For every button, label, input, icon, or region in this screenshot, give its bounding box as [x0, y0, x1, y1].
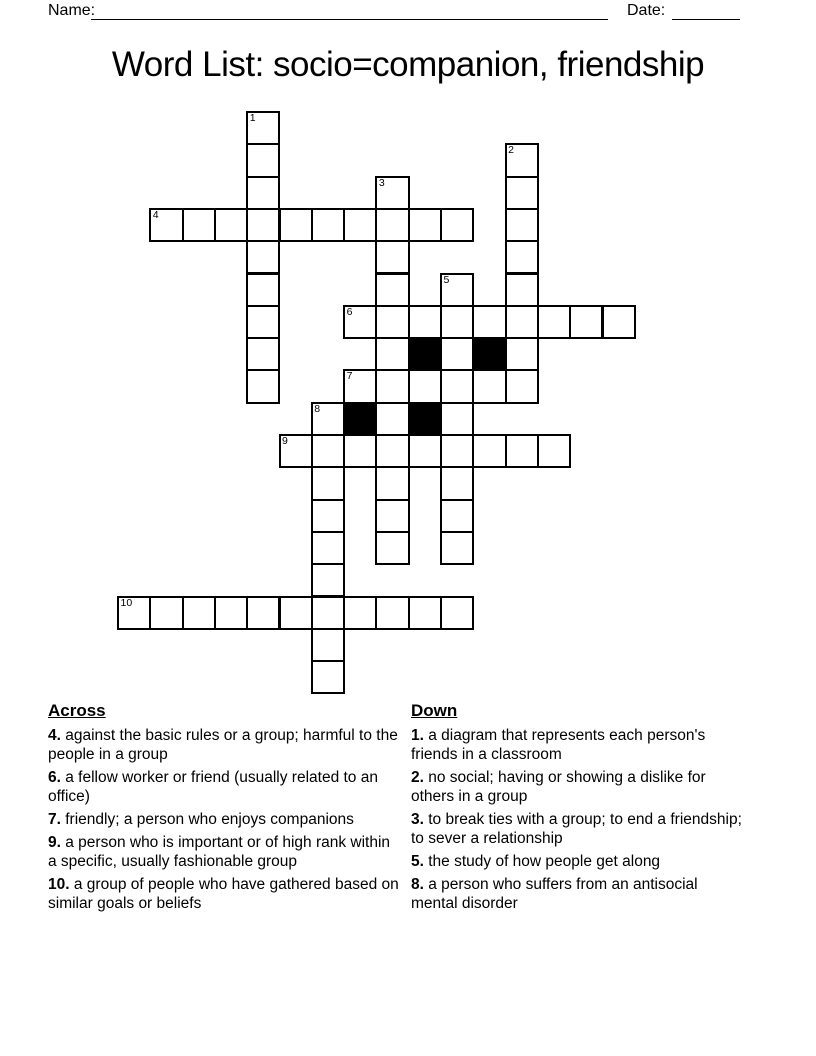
answer-cell[interactable]	[182, 208, 216, 242]
clue-number-label: 9.	[48, 834, 61, 851]
clue-number: 4	[152, 208, 159, 221]
blocked-cell	[472, 337, 506, 371]
down-heading: Down	[411, 701, 458, 720]
answer-cell[interactable]	[472, 305, 506, 339]
answer-cell[interactable]	[505, 273, 539, 307]
answer-cell[interactable]	[408, 208, 442, 242]
answer-cell[interactable]	[375, 499, 409, 533]
clue-down-8: 8. a person who suffers from an antisocial mental disorder	[411, 876, 698, 912]
answer-cell[interactable]	[214, 596, 248, 630]
answer-cell[interactable]	[375, 305, 409, 339]
answer-cell[interactable]	[440, 499, 474, 533]
clue-number-label: 2.	[411, 769, 424, 786]
clue-across-10: 10. a group of people who have gathered based on similar goals or beliefs	[48, 876, 399, 912]
clue-number: 10	[120, 596, 133, 609]
answer-cell[interactable]	[375, 402, 409, 436]
blocked-cell	[408, 402, 442, 436]
answer-cell[interactable]	[311, 499, 345, 533]
answer-cell[interactable]	[246, 369, 280, 403]
answer-cell[interactable]	[375, 369, 409, 403]
answer-cell[interactable]	[311, 563, 345, 597]
answer-cell[interactable]	[311, 596, 345, 630]
down-clues-section	[411, 701, 745, 917]
answer-cell[interactable]	[472, 434, 506, 468]
clue-down-3: 3. to break ties with a group; to end a friendship; to sever a relationship	[411, 811, 742, 847]
answer-cell[interactable]	[375, 208, 409, 242]
answer-cell[interactable]	[472, 369, 506, 403]
answer-cell[interactable]	[246, 176, 280, 210]
clue-number: 8	[314, 402, 321, 415]
answer-cell[interactable]	[246, 240, 280, 274]
clue-number-label: 1.	[411, 727, 424, 744]
answer-cell[interactable]	[246, 143, 280, 177]
date-write-line[interactable]	[672, 1, 740, 20]
answer-cell[interactable]	[343, 596, 377, 630]
answer-cell[interactable]	[375, 240, 409, 274]
clue-number-label: 7.	[48, 811, 61, 828]
answer-cell[interactable]	[505, 143, 539, 177]
answer-cell[interactable]	[246, 273, 280, 307]
clue-number: 5	[443, 273, 450, 286]
answer-cell[interactable]	[440, 208, 474, 242]
answer-cell[interactable]	[182, 596, 216, 630]
clue-number: 9	[282, 435, 288, 447]
clue-across-7: 7. friendly; a person who enjoys companions	[48, 811, 354, 828]
answer-cell[interactable]	[375, 531, 409, 565]
blocked-cell	[343, 402, 377, 436]
across-clue-list	[48, 726, 402, 913]
clue-number: 1	[249, 112, 256, 124]
answer-cell[interactable]	[375, 434, 409, 468]
clue-number-label: 5.	[411, 853, 424, 870]
answer-cell[interactable]	[505, 208, 539, 242]
answer-cell[interactable]	[440, 531, 474, 565]
blocked-cell	[408, 337, 442, 371]
answer-cell[interactable]	[311, 466, 345, 500]
answer-cell[interactable]	[214, 208, 248, 242]
answer-cell[interactable]	[279, 434, 313, 468]
clue-number: 7	[346, 370, 353, 383]
answer-cell[interactable]	[375, 176, 409, 210]
answer-cell[interactable]	[311, 531, 345, 565]
answer-cell[interactable]	[505, 434, 539, 468]
answer-cell[interactable]	[279, 208, 313, 242]
answer-cell[interactable]	[569, 305, 603, 339]
answer-cell[interactable]	[408, 596, 442, 630]
clue-number-label: 4.	[48, 727, 61, 744]
answer-cell[interactable]	[117, 596, 151, 630]
answer-cell[interactable]	[149, 596, 183, 630]
clue-number: 6	[346, 305, 353, 318]
answer-cell[interactable]	[311, 434, 345, 468]
answer-cell[interactable]	[505, 240, 539, 274]
clue-across-4: 4. against the basic rules or a group; harmful to the people in a group	[48, 727, 398, 763]
answer-cell[interactable]	[505, 369, 539, 403]
name-write-line[interactable]	[91, 1, 608, 20]
answer-cell[interactable]	[440, 305, 474, 339]
answer-cell[interactable]	[149, 208, 183, 242]
answer-cell[interactable]	[375, 466, 409, 500]
answer-cell[interactable]	[440, 466, 474, 500]
answer-cell[interactable]	[505, 305, 539, 339]
answer-cell[interactable]	[375, 596, 409, 630]
answer-cell[interactable]	[311, 660, 345, 694]
answer-cell[interactable]	[440, 337, 474, 371]
clue-number-label: 3.	[411, 811, 424, 828]
answer-cell[interactable]	[279, 596, 313, 630]
answer-cell[interactable]	[246, 596, 280, 630]
answer-cell[interactable]	[246, 305, 280, 339]
clue-across-6: 6. a fellow worker or friend (usually related to an office)	[48, 769, 378, 805]
clue-across-9: 9. a person who is important or of high rank within a specific, usually fashionable group	[48, 834, 391, 870]
date-label: Date:	[627, 2, 666, 19]
answer-cell[interactable]	[537, 434, 571, 468]
answer-cell[interactable]	[440, 402, 474, 436]
down-clue-list	[411, 726, 745, 913]
across-clues-section	[48, 701, 402, 917]
answer-cell[interactable]	[505, 337, 539, 371]
clue-down-2: 2. no social; having or showing a dislike for others in a group	[411, 769, 706, 805]
across-heading: Across	[48, 701, 106, 720]
answer-cell[interactable]	[246, 337, 280, 371]
clue-number: 3	[378, 176, 385, 189]
answer-cell[interactable]	[343, 434, 377, 468]
clue-down-5: 5. the study of how people get along	[411, 853, 661, 870]
answer-cell[interactable]	[440, 434, 474, 468]
answer-cell[interactable]	[343, 305, 377, 339]
answer-cell[interactable]	[440, 369, 474, 403]
answer-cell[interactable]	[408, 369, 442, 403]
clue-down-1: 1. a diagram that represents each person's friends in a classroom	[411, 727, 706, 763]
answer-cell[interactable]	[375, 273, 409, 307]
answer-cell[interactable]	[246, 208, 280, 242]
answer-cell[interactable]	[602, 305, 636, 339]
answer-cell[interactable]	[343, 208, 377, 242]
page-title: Word List: socio=companion, friendship	[111, 45, 705, 84]
name-label: Name:	[48, 2, 96, 19]
answer-cell[interactable]	[408, 434, 442, 468]
answer-cell[interactable]	[311, 628, 345, 662]
clue-number: 2	[508, 144, 514, 157]
answer-cell[interactable]	[311, 208, 345, 242]
answer-cell[interactable]	[246, 111, 280, 145]
answer-cell[interactable]	[311, 402, 345, 436]
answer-cell[interactable]	[440, 273, 474, 307]
clue-number-label: 6.	[48, 769, 61, 786]
answer-cell[interactable]	[537, 305, 571, 339]
clue-number-label: 10.	[48, 876, 70, 893]
clue-number-label: 8.	[411, 876, 424, 893]
answer-cell[interactable]	[408, 305, 442, 339]
answer-cell[interactable]	[440, 596, 474, 630]
answer-cell[interactable]	[375, 337, 409, 371]
answer-cell[interactable]	[505, 176, 539, 210]
answer-cell[interactable]	[343, 369, 377, 403]
